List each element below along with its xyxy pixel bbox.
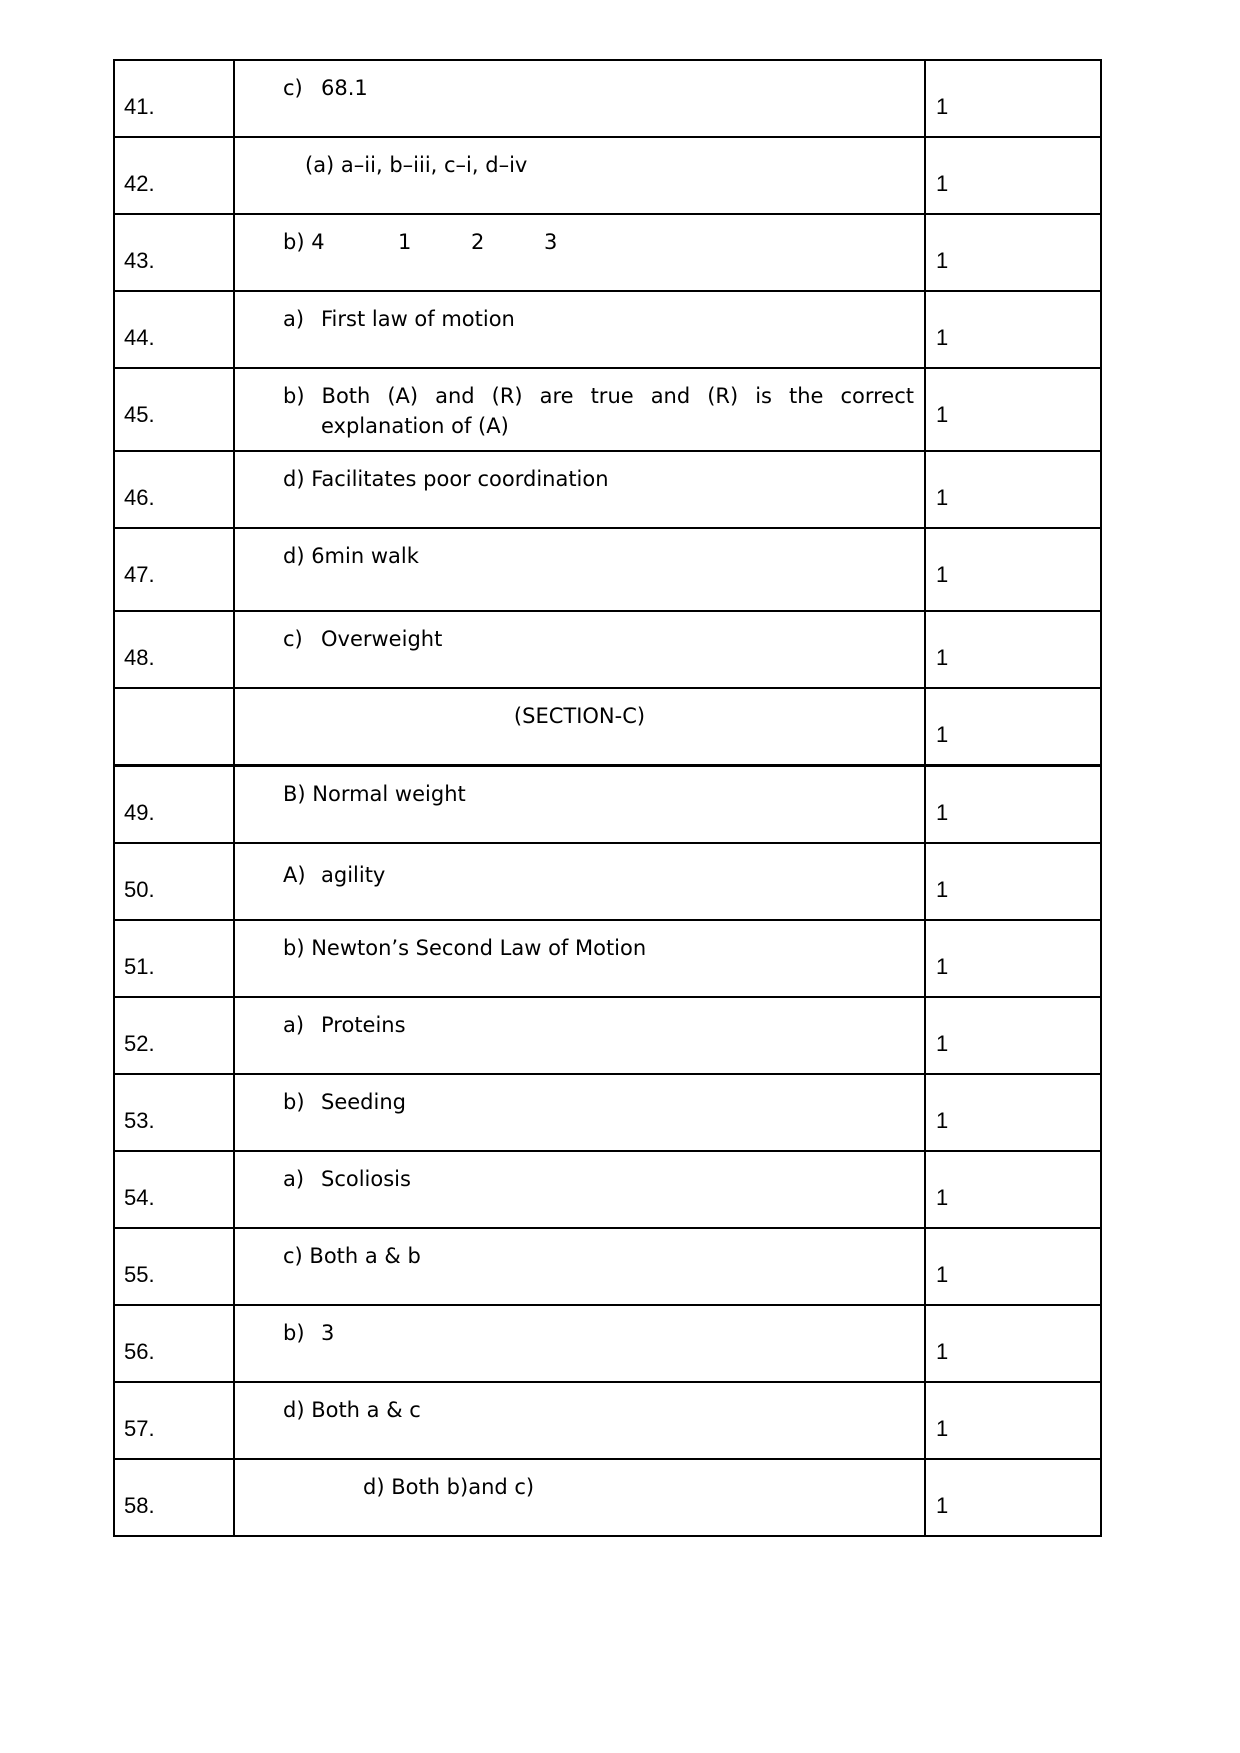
answer-cell	[234, 1382, 925, 1459]
table-row	[114, 291, 1101, 368]
answer-text: First law of motion	[321, 307, 515, 331]
answer-text: d) Both b)and c)	[363, 1475, 535, 1499]
marks-cell	[925, 766, 1101, 844]
marks-value: 1	[936, 800, 949, 825]
answer-option: c)	[283, 76, 303, 100]
answer-option: A)	[283, 863, 306, 887]
marks-cell	[925, 688, 1101, 766]
table-row	[114, 611, 1101, 688]
answer-word: true	[590, 384, 634, 408]
marks-cell	[925, 920, 1101, 997]
answer-option: a)	[283, 307, 305, 331]
table-row	[114, 1074, 1101, 1151]
table-row	[114, 60, 1101, 137]
question-number: 43.	[124, 248, 155, 273]
section-title: (SECTION-C)	[513, 704, 646, 728]
answer-text: c) Both a & b	[283, 1244, 421, 1268]
question-number-cell	[114, 214, 234, 291]
question-number: 49.	[124, 800, 155, 825]
sequence-item: 1	[398, 230, 412, 254]
answer-word: is	[755, 384, 772, 408]
question-number: 57.	[124, 1416, 155, 1441]
table-row	[114, 1228, 1101, 1305]
answer-word: (A)	[387, 384, 419, 408]
answer-option: b)	[283, 1321, 305, 1345]
question-number: 44.	[124, 325, 155, 350]
answer-text: Scoliosis	[321, 1167, 411, 1191]
question-number: 41.	[124, 94, 155, 119]
question-number: 50.	[124, 877, 155, 902]
marks-value: 1	[936, 954, 949, 979]
table-row	[114, 368, 1101, 451]
marks-value: 1	[936, 1493, 949, 1518]
answer-text: b) Newton’s Second Law of Motion	[283, 936, 647, 960]
answer-word: (R)	[707, 384, 739, 408]
table-row	[114, 997, 1101, 1074]
answer-word: and	[650, 384, 691, 408]
answer-text: Overweight	[321, 627, 443, 651]
marks-cell	[925, 137, 1101, 214]
question-number-cell	[114, 843, 234, 920]
marks-value: 1	[936, 325, 949, 350]
question-number-cell	[114, 137, 234, 214]
answer-cell	[234, 291, 925, 368]
question-number: 51.	[124, 954, 155, 979]
answer-word: and	[435, 384, 475, 408]
table-row	[114, 843, 1101, 920]
sequence-item: 3	[544, 230, 558, 254]
marks-value: 1	[936, 1185, 949, 1210]
question-number-cell	[114, 528, 234, 611]
answer-text: B) Normal weight	[283, 782, 466, 806]
marks-value: 1	[936, 1031, 949, 1056]
answer-key-table	[113, 59, 1102, 1537]
table-row	[114, 1305, 1101, 1382]
table-row	[114, 451, 1101, 528]
question-number: 45.	[124, 402, 155, 427]
answer-option: b)	[283, 384, 305, 408]
answer-cell	[234, 60, 925, 137]
marks-cell	[925, 528, 1101, 611]
sequence-item: 2	[471, 230, 485, 254]
question-number: 46.	[124, 485, 155, 510]
marks-cell	[925, 451, 1101, 528]
question-number-cell	[114, 1228, 234, 1305]
marks-value: 1	[936, 485, 949, 510]
marks-cell	[925, 60, 1101, 137]
answer-cell	[234, 1305, 925, 1382]
marks-cell	[925, 997, 1101, 1074]
table-row	[114, 1382, 1101, 1459]
question-number-cell	[114, 368, 234, 451]
question-number-cell	[114, 1382, 234, 1459]
answer-text: d) Both a & c	[283, 1398, 421, 1422]
question-number-cell	[114, 997, 234, 1074]
question-number: 48.	[124, 645, 155, 670]
marks-cell	[925, 611, 1101, 688]
answer-cell	[234, 766, 925, 844]
question-number: 42.	[124, 171, 155, 196]
question-number: 56.	[124, 1339, 155, 1364]
question-number-cell	[114, 1305, 234, 1382]
table-row	[114, 137, 1101, 214]
answer-cell	[234, 1074, 925, 1151]
answer-option: b)	[283, 1090, 305, 1114]
answer-text: (a) a–ii, b–iii, c–i, d–iv	[305, 153, 528, 177]
marks-value: 1	[936, 1262, 949, 1287]
marks-value: 1	[936, 248, 949, 273]
question-number-cell	[114, 451, 234, 528]
answer-text: d) 6min walk	[283, 544, 419, 568]
marks-value: 1	[936, 1416, 949, 1441]
marks-value: 1	[936, 402, 949, 427]
question-number-cell	[114, 60, 234, 137]
table-row	[114, 766, 1101, 844]
answer-word: the	[788, 384, 824, 408]
answer-cell	[234, 368, 925, 451]
marks-value: 1	[936, 645, 949, 670]
question-number: 53.	[124, 1108, 155, 1133]
marks-value: 1	[936, 1339, 949, 1364]
section-header-row	[114, 688, 1101, 766]
answer-cell	[234, 1228, 925, 1305]
question-number-cell	[114, 920, 234, 997]
answer-cell	[234, 137, 925, 214]
marks-cell	[925, 843, 1101, 920]
answer-text: agility	[321, 863, 386, 887]
answer-cell	[234, 920, 925, 997]
answer-word: are	[539, 384, 574, 408]
question-number: 52.	[124, 1031, 155, 1056]
question-number: 58.	[124, 1493, 155, 1518]
answer-cell	[234, 843, 925, 920]
section-title-cell	[234, 688, 925, 766]
answer-text: Proteins	[321, 1013, 406, 1037]
marks-cell	[925, 1228, 1101, 1305]
answer-cell	[234, 528, 925, 611]
question-number-cell	[114, 688, 234, 766]
marks-cell	[925, 1074, 1101, 1151]
marks-cell	[925, 1151, 1101, 1228]
marks-cell	[925, 214, 1101, 291]
answer-cell	[234, 451, 925, 528]
answer-word: correct	[840, 384, 914, 408]
answer-word: Both	[321, 384, 371, 408]
answer-option: a)	[283, 1013, 305, 1037]
answer-cell	[234, 1151, 925, 1228]
question-number-cell	[114, 1151, 234, 1228]
answer-cell	[234, 1459, 925, 1536]
table-row	[114, 214, 1101, 291]
answer-cell	[234, 611, 925, 688]
question-number: 55.	[124, 1262, 155, 1287]
marks-cell	[925, 1459, 1101, 1536]
table-row	[114, 528, 1101, 611]
question-number-cell	[114, 291, 234, 368]
question-number: 47.	[124, 562, 155, 587]
question-number-cell	[114, 1459, 234, 1536]
answer-line	[283, 381, 914, 411]
answer-text: 68.1	[321, 76, 368, 100]
answer-option: c)	[283, 627, 303, 651]
marks-cell	[925, 1305, 1101, 1382]
marks-value: 1	[936, 1108, 949, 1133]
answer-word: (R)	[491, 384, 523, 408]
table-row	[114, 920, 1101, 997]
answer-text: Seeding	[321, 1090, 406, 1114]
question-number: 54.	[124, 1185, 155, 1210]
marks-cell	[925, 368, 1101, 451]
question-number-cell	[114, 611, 234, 688]
marks-value: 1	[936, 94, 949, 119]
marks-value: 1	[936, 171, 949, 196]
answer-text: 3	[321, 1321, 335, 1345]
table-row	[114, 1459, 1101, 1536]
answer-text: d) Facilitates poor coordination	[283, 467, 609, 491]
marks-value: 1	[936, 722, 949, 747]
question-number-cell	[114, 1074, 234, 1151]
marks-cell	[925, 1382, 1101, 1459]
answer-option: a)	[283, 1167, 305, 1191]
answer-option: b) 4	[283, 230, 325, 254]
answer-text: explanation of (A)	[321, 414, 509, 438]
table-row	[114, 1151, 1101, 1228]
marks-value: 1	[936, 877, 949, 902]
question-number-cell	[114, 766, 234, 844]
marks-value: 1	[936, 562, 949, 587]
answer-cell	[234, 214, 925, 291]
marks-cell	[925, 291, 1101, 368]
answer-cell	[234, 997, 925, 1074]
